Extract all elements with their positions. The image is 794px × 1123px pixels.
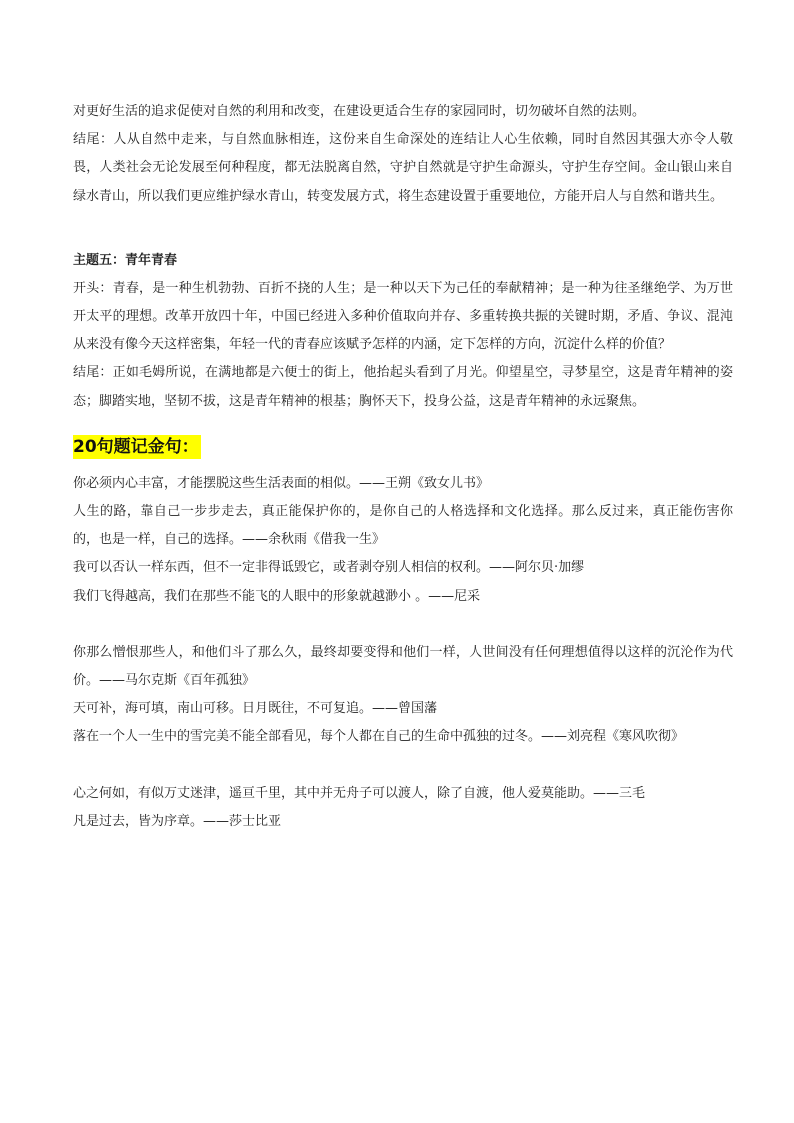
quotes-group-1 bbox=[73, 470, 733, 611]
document-page bbox=[73, 98, 733, 836]
spacer bbox=[73, 752, 733, 780]
spacer bbox=[73, 611, 733, 639]
quote-item: 心之何如，有似万丈迷津，遥亘千里，其中并无舟子可以渡人，除了自渡，他人爱莫能助。——三毛 bbox=[73, 785, 646, 801]
section4-ending: 结尾：人从自然中走来，与自然血脉相连，这份来自生命深处的连结让人心生依赖，同时自然因其强大亦令人敬畏，人类社会无论发展至何种程度，都无法脱离自然，守护自然就是守护生命源头，守护生存空间。金山银山来自绿水青山，所以我们更应维护绿水青山，转变发展方式，将生态建设置于重要地位，方能开启人与自然和谐共生。 bbox=[73, 132, 733, 204]
quote-item: 你必须内心丰富，才能摆脱这些生活表面的相似。——王朔《致女儿书》 bbox=[73, 475, 490, 491]
spacer bbox=[73, 211, 733, 247]
section4-line: 对更好生活的追求促使对自然的利用和改变，在建设更适合生存的家园同时，切勿破坏自然的法则。 bbox=[73, 104, 646, 119]
quote-item: 凡是过去，皆为序章。——莎士比亚 bbox=[73, 813, 282, 829]
section5-ending: 结尾：正如毛姆所说，在满地都是六便士的街上，他抬起头看到了月光。仰望星空，寻梦星空，这是青年精神的姿态；脚踏实地，坚韧不拔，这是青年精神的根基；胸怀天下，投身公益，这是青年精神的永远聚焦。 bbox=[73, 365, 733, 409]
quote-item: 我可以否认一样东西，但不一定非得诋毁它，或者剥夺别人相信的权利。——阿尔贝·加缪 bbox=[73, 560, 585, 576]
quote-item: 落在一个人一生中的雪完美不能全部看见，每个人都在自己的生命中孤独的过冬。——刘亮程《寒风吹彻》 bbox=[73, 729, 685, 745]
quote-item: 天可补，海可填，南山可移。日月既往，不可复追。——曾国藩 bbox=[73, 701, 438, 717]
section5-title: 主题五：青年青春 bbox=[73, 252, 178, 268]
quotes-heading: 20句题记金句： bbox=[73, 436, 199, 457]
quotes-group-3 bbox=[73, 780, 733, 836]
quotes-heading-row bbox=[73, 434, 733, 464]
quote-item: 你那么憎恨那些人，和他们斗了那么久，最终却要变得和他们一样，人世间没有任何理想值得以这样的沉沦作为代价。——马尔克斯《百年孤独》 bbox=[73, 644, 733, 689]
quotes-group-2 bbox=[73, 639, 733, 752]
quote-item: 我们飞得越高，我们在那些不能飞的人眼中的形象就越渺小 。——尼采 bbox=[73, 588, 481, 604]
quote-item: 人生的路，靠自己一步步走去，真正能保护你的，是你自己的人格选择和文化选择。那么反过来，真正能伤害你的，也是一样，自己的选择。——余秋雨《借我一生》 bbox=[73, 504, 733, 548]
section5-opening: 开头：青春，是一种生机勃勃、百折不挠的人生；是一种以天下为己任的奉献精神；是一种为往圣继绝学、为万世开太平的理想。改革开放四十年，中国已经进入多种价值取向并存、多重转换共振的关键时期，矛盾、争议、混沌从来没有像今天这样密集，年轻一代的青春应该赋予怎样的内涵，定下怎样的方向，沉淀什么样的价值？ bbox=[73, 280, 733, 353]
